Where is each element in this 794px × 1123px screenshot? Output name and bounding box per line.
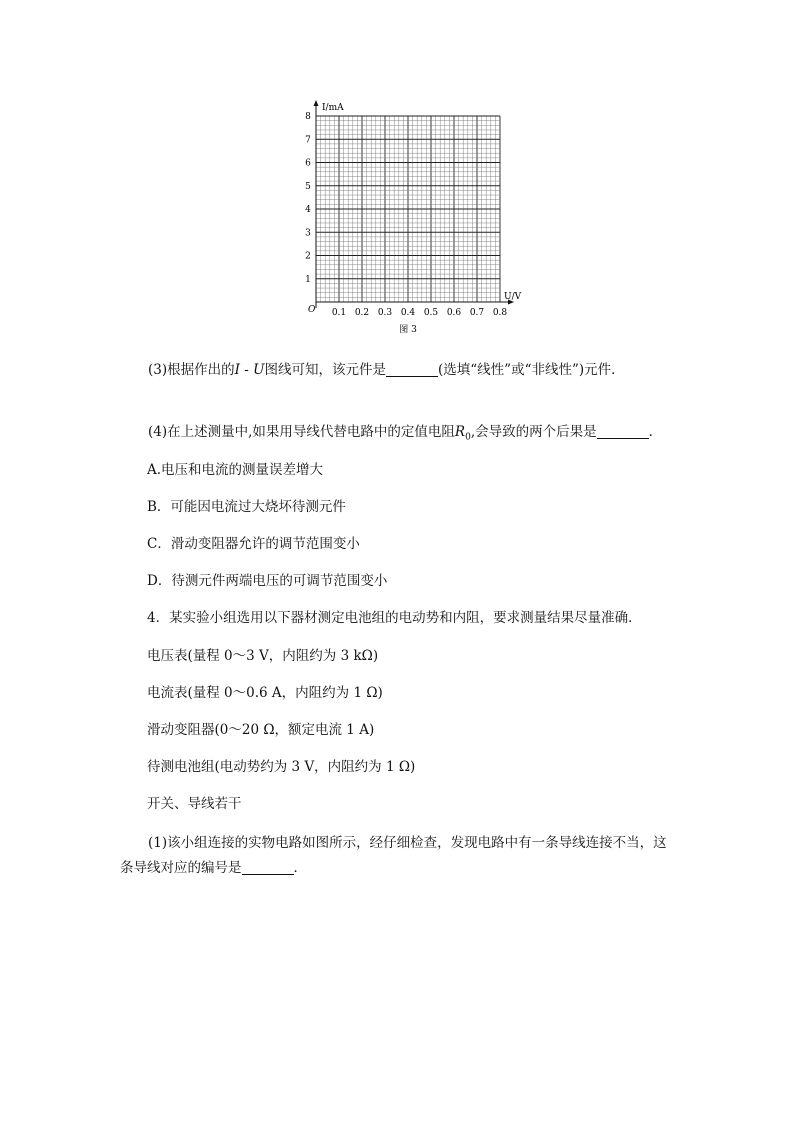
dash: - [239,362,254,378]
graph-grid [316,116,500,302]
x-tick-label: 0.3 [377,308,393,318]
answer-blank-q3[interactable] [386,362,438,377]
question-4-mid: ,会导致的两个后果是 [470,424,597,440]
x-tick-label: 0.7 [469,308,485,318]
y-axis-label: I/mA [322,103,344,113]
answer-blank-p4q1[interactable] [242,860,294,875]
y-tick-label: 7 [305,135,311,146]
question-4-lead: (4)在上述测量中,如果用导线代替电路中的定值电阻 [148,424,455,440]
var-u: U [253,362,265,378]
question-4 [120,420,680,451]
x-axis-label: U/V [504,292,522,302]
y-tick-label: 3 [305,228,311,239]
x-tick-label: 0.4 [400,308,416,318]
option-b: B．可能因电流过大烧坏待测元件 [147,499,346,515]
origin-label: O [308,305,316,315]
equipment-voltmeter: 电压表(量程 0～3 V，内阻约为 3 kΩ) [147,648,379,664]
y-tick-label: 8 [305,112,311,122]
question-3-lead: (3)根据作出的 [148,362,235,378]
x-tick-label: 0.8 [492,308,508,318]
question-3 [120,358,680,383]
question-4-tail: ． [648,424,663,440]
problem-4-question-1-tail: ． [293,860,307,876]
problem-4-statement: 4．某实验小组选用以下器材测定电池组的电动势和内阻，要求测量结果尽量准确． [147,610,642,626]
var-i: I [234,362,240,378]
iu-graph-figure [300,100,530,340]
y-tick-label: 1 [305,274,311,285]
equipment-switch-wires: 开关、导线若干 [147,796,242,812]
problem-4-question-1-lead: (1)该小组连接的实物电路如图所示，经仔细检查，发现电路中有一条导线连接不当，这条导线对应的编号是 [120,835,667,876]
answer-blank-q4[interactable] [597,424,649,439]
option-a: A.电压和电流的测量误差增大 [147,462,324,478]
y-tick-label: 4 [305,205,311,215]
y-tick-label: 5 [305,181,311,192]
equipment-rheostat: 滑动变阻器(0～20 Ω，额定电流 1 A) [147,722,375,738]
x-tick-label: 0.1 [331,308,347,318]
x-tick-label: 0.2 [354,308,370,318]
option-d: D．待测元件两端电压的可调节范围变小 [147,573,388,589]
y-axis-arrow-icon [314,100,319,106]
option-c: C．滑动变阻器允许的调节范围变小 [147,536,360,552]
iu-graph [300,100,530,340]
question-3-mid: 图线可知，该元件是 [264,362,387,378]
equipment-ammeter: 电流表(量程 0～0.6 A，内阻约为 1 Ω) [147,685,383,701]
x-tick-labels [332,308,508,318]
y-tick-labels [305,112,311,285]
equipment-battery: 待测电池组(电动势约为 3 V，内阻约为 1 Ω) [147,759,416,775]
x-tick-label: 0.6 [446,308,462,318]
problem-4-question-1 [120,831,680,881]
var-r: R [454,424,466,440]
figure-caption: 图 3 [399,325,417,335]
var-r-subscript: 0 [465,432,471,443]
question-3-tail: (选填“线性”或“非线性”)元件． [438,362,625,378]
x-tick-label: 0.5 [423,308,439,318]
y-tick-label: 6 [305,158,311,169]
y-tick-label: 2 [305,251,311,262]
